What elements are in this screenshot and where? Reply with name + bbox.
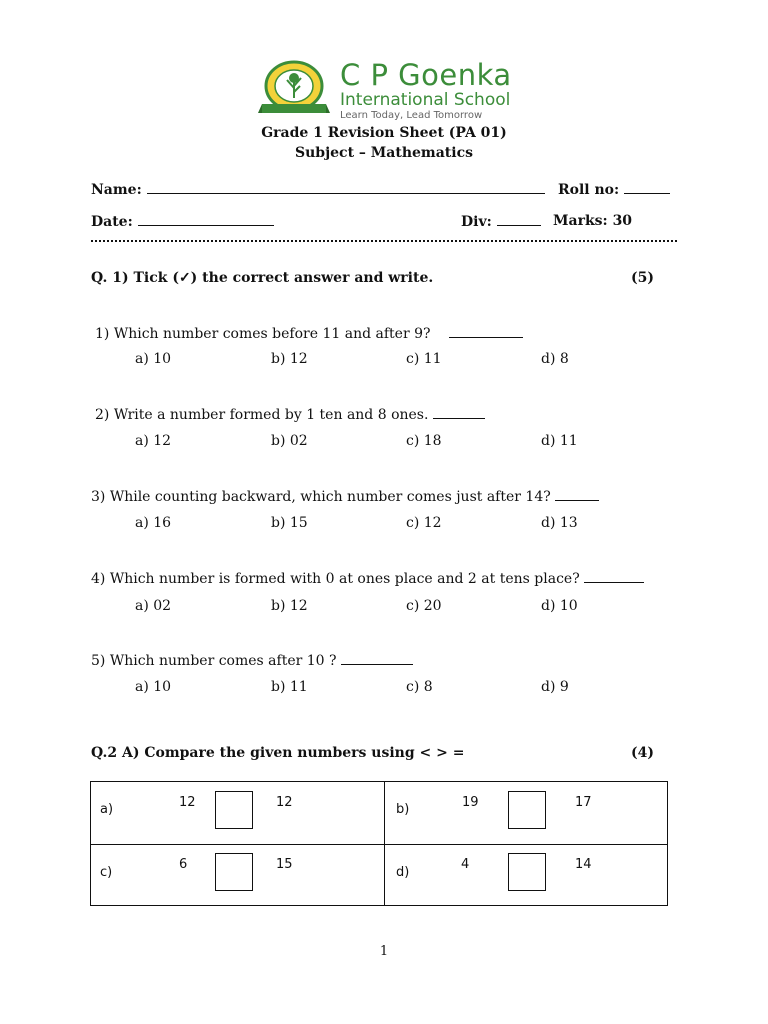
name-blank[interactable] [147, 181, 545, 194]
compare-left-c: 6 [179, 857, 188, 872]
question-text: 5) Which number comes after 10 ? [91, 653, 337, 669]
option-d[interactable]: d) 8 [541, 351, 569, 367]
answer-blank[interactable] [584, 570, 644, 583]
option-b[interactable]: b) 12 [271, 351, 308, 367]
answer-blank[interactable] [433, 406, 485, 419]
option-c[interactable]: c) 11 [406, 351, 442, 367]
answer-blank[interactable] [341, 652, 413, 665]
question-2 [95, 406, 485, 423]
q2-heading: Q.2 A) Compare the given numbers using < > = [91, 745, 465, 761]
answer-box-b[interactable] [508, 791, 546, 829]
compare-right-d: 14 [575, 857, 592, 872]
school-subtitle: International School [340, 90, 511, 110]
q1-heading: Q. 1) Tick (✓) the correct answer and write. [91, 270, 434, 286]
school-seal-icon [258, 58, 334, 122]
option-a[interactable]: a) 10 [135, 679, 172, 695]
date-blank[interactable] [138, 213, 274, 226]
table-divider-horizontal [90, 844, 668, 845]
option-d[interactable]: d) 11 [541, 433, 578, 449]
roll-label: Roll no: [558, 182, 620, 198]
option-a[interactable]: a) 12 [135, 433, 172, 449]
compare-label-b: b) [396, 802, 410, 817]
option-b[interactable]: b) 11 [271, 679, 308, 695]
answer-blank[interactable] [449, 325, 523, 338]
compare-left-b: 19 [462, 795, 479, 810]
div-blank[interactable] [497, 213, 541, 226]
option-c[interactable]: c) 20 [406, 598, 442, 614]
sheet-subject: Subject – Mathematics [295, 145, 473, 161]
date-field[interactable] [91, 213, 274, 230]
question-text: 3) While counting backward, which number comes just after 14? [91, 489, 551, 505]
option-d[interactable]: d) 10 [541, 598, 578, 614]
question-5 [91, 652, 413, 669]
school-tagline: Learn Today, Lead Tomorrow [340, 110, 483, 121]
compare-label-a: a) [100, 802, 114, 817]
school-name: C P Goenka [340, 58, 512, 92]
option-a[interactable]: a) 10 [135, 351, 172, 367]
page-number: 1 [379, 944, 389, 959]
option-c[interactable]: c) 18 [406, 433, 442, 449]
question-text: 1) Which number comes before 11 and after 9? [95, 326, 431, 342]
answer-blank[interactable] [555, 488, 599, 501]
answer-box-d[interactable] [508, 853, 546, 891]
marks-total: Marks: 30 [553, 213, 633, 229]
compare-right-b: 17 [575, 795, 592, 810]
compare-label-d: d) [396, 865, 410, 880]
option-b[interactable]: b) 02 [271, 433, 308, 449]
compare-left-a: 12 [179, 795, 196, 810]
compare-right-c: 15 [276, 857, 293, 872]
q2-marks: (4) [631, 745, 654, 761]
option-b[interactable]: b) 12 [271, 598, 308, 614]
roll-field[interactable] [558, 181, 670, 198]
question-text: 2) Write a number formed by 1 ten and 8 ones. [95, 407, 429, 423]
option-c[interactable]: c) 12 [406, 515, 442, 531]
sheet-title: Grade 1 Revision Sheet (PA 01) [261, 125, 507, 141]
option-a[interactable]: a) 16 [135, 515, 172, 531]
option-b[interactable]: b) 15 [271, 515, 308, 531]
date-label: Date: [91, 214, 133, 230]
option-d[interactable]: d) 13 [541, 515, 578, 531]
question-1 [95, 325, 523, 342]
compare-label-c: c) [100, 865, 113, 880]
name-label: Name: [91, 182, 142, 198]
compare-right-a: 12 [276, 795, 293, 810]
q1-marks: (5) [631, 270, 654, 286]
div-label: Div: [461, 214, 492, 230]
option-a[interactable]: a) 02 [135, 598, 172, 614]
div-field[interactable] [461, 213, 541, 230]
answer-box-a[interactable] [215, 791, 253, 829]
question-4 [91, 570, 644, 587]
option-c[interactable]: c) 8 [406, 679, 433, 695]
divider [91, 240, 677, 242]
question-3 [91, 488, 599, 505]
school-logo [258, 58, 518, 126]
name-field[interactable] [91, 181, 545, 198]
compare-left-d: 4 [461, 857, 470, 872]
roll-blank[interactable] [624, 181, 670, 194]
answer-box-c[interactable] [215, 853, 253, 891]
option-d[interactable]: d) 9 [541, 679, 569, 695]
question-text: 4) Which number is formed with 0 at ones place and 2 at tens place? [91, 571, 580, 587]
